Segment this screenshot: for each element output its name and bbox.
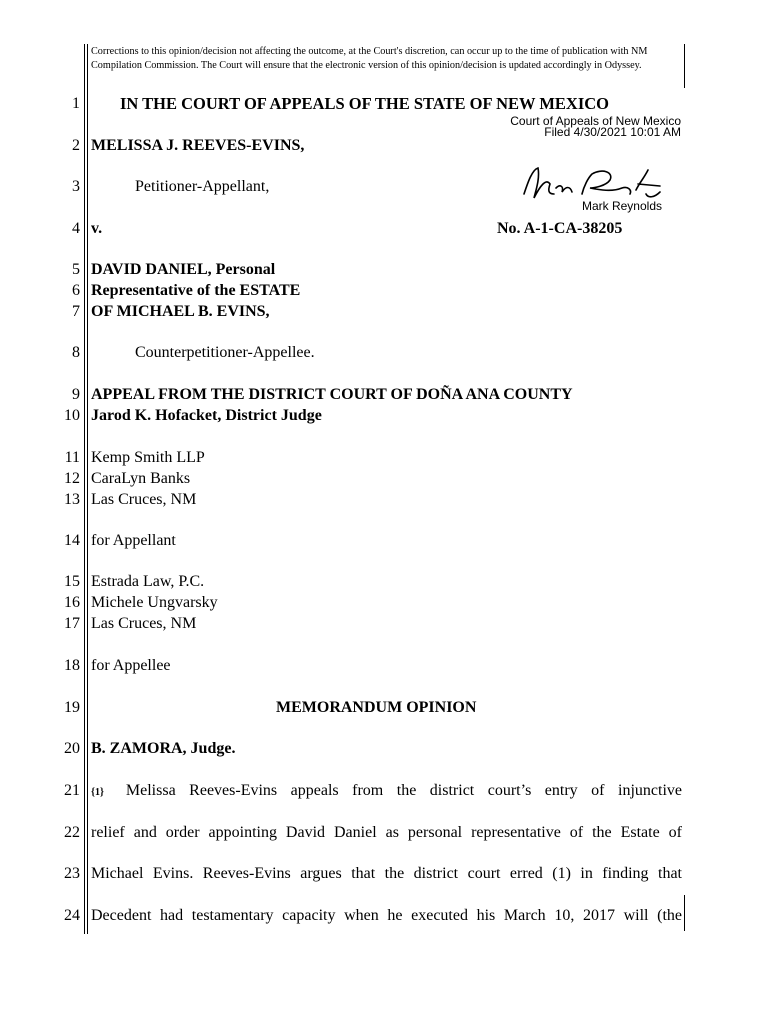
body-line-23: Michael Evins. Reeves-Evins argues that the district court erred (1) in finding that [91,865,682,882]
line-number: 3 [72,178,80,195]
line-number: 22 [64,824,80,841]
line-number: 2 [72,137,80,154]
appellant-for: for Appellant [91,532,176,549]
opinion-author: B. ZAMORA, Judge. [91,740,236,757]
appellant-firm: Kemp Smith LLP [91,449,205,466]
paragraph-marker: {1} [91,787,104,798]
corrections-notice: Corrections to this opinion/decision not affecting the outcome, at the Court's discretion, can occur up to the time of publication with NM Compilation Commission. The Court will ensure that the electronic version of this opinion/decision is updated accordingly in Odyssey. [91,46,648,71]
body-line-22: relief and order appointing David Daniel as personal representative of the Estate of [91,824,682,841]
line-number: 6 [72,282,80,299]
right-margin-rule-top [684,44,685,88]
line-number: 7 [72,303,80,320]
line-number: 15 [64,573,80,590]
line-number: 19 [64,699,80,716]
line-number: 17 [64,615,80,632]
line-number: 4 [72,220,80,237]
left-margin-rule-outer [84,44,85,934]
petitioner-name: MELISSA J. REEVES-EVINS, [91,137,305,154]
docket-number: No. A-1-CA-38205 [497,220,623,237]
appellee-attorney: Michele Ungvarsky [91,594,218,611]
left-margin-rule-inner [87,44,88,934]
line-number: 16 [64,594,80,611]
line-number: 10 [64,407,80,424]
line-number: 24 [64,907,80,924]
line-number: 13 [64,491,80,508]
stamp-clerk: Mark Reynolds [581,199,662,213]
appellee-for: for Appellee [91,657,171,674]
line-number: 18 [64,657,80,674]
line-number: 20 [64,740,80,757]
petitioner-role: Petitioner-Appellant, [135,178,270,195]
respondent-role: Counterpetitioner-Appellee. [135,344,315,361]
line-number: 5 [72,261,80,278]
stamp-filed: Filed 4/30/2021 10:01 AM [544,125,681,139]
line-number: 14 [64,532,80,549]
district-judge: Jarod K. Hofacket, District Judge [91,407,322,424]
opinion-title: MEMORANDUM OPINION [276,699,477,716]
stamp-court: Court of Appeals of New Mexico [510,114,681,128]
versus: v. [91,220,103,237]
respondent-line-3: OF MICHAEL B. EVINS, [91,303,270,320]
line-number: 8 [72,344,80,361]
line-number: 11 [64,449,80,466]
body-text: Melissa Reeves-Evins appeals from the district court’s entry of injunctive [125,782,682,799]
line-number: 12 [64,470,80,487]
body-line-24: Decedent had testamentary capacity when he executed his March 10, 2017 will (the [91,907,682,924]
line-number: 23 [64,865,80,882]
right-margin-rule-bottom [684,895,685,931]
respondent-line-2: Representative of the ESTATE [91,282,301,299]
line-number: 9 [72,386,80,403]
court-title: IN THE COURT OF APPEALS OF THE STATE OF NEW MEXICO [120,94,610,113]
respondent-line-1: DAVID DANIEL, Personal [91,261,276,278]
appeal-from: APPEAL FROM THE DISTRICT COURT OF DOÑA ANA COUNTY [91,386,573,403]
body-line-21 [91,781,682,803]
line-number: 1 [72,95,80,112]
line-number: 21 [64,782,80,799]
appellant-city: Las Cruces, NM [91,491,197,508]
appellee-city: Las Cruces, NM [91,615,197,632]
appellee-firm: Estrada Law, P.C. [91,573,205,590]
appellant-attorney: CaraLyn Banks [91,470,191,487]
